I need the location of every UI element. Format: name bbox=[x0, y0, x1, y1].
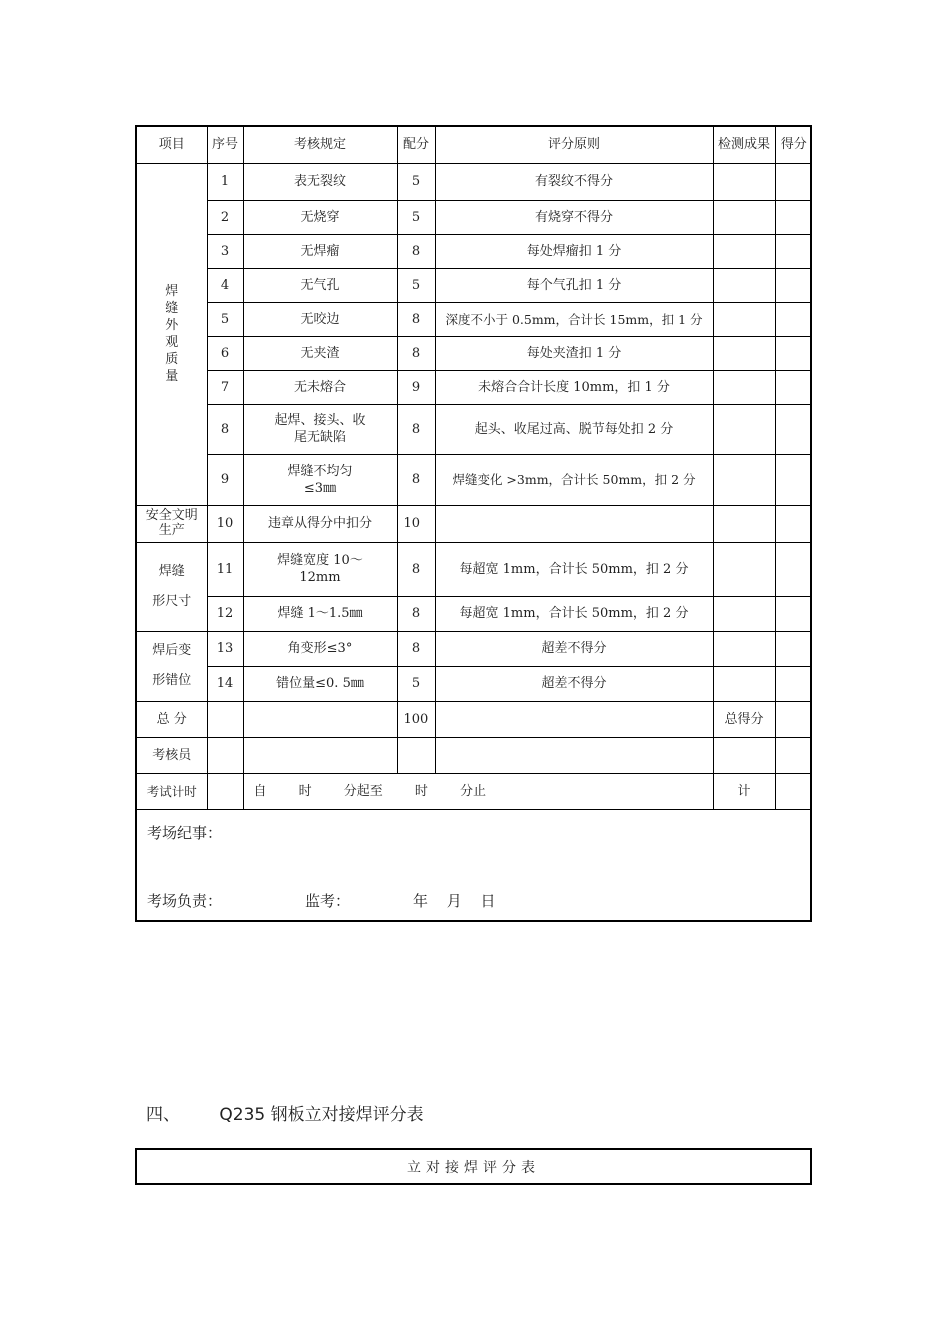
header-row bbox=[137, 127, 812, 163]
group-deformation-label: 焊后变 bbox=[152, 643, 192, 658]
examiner-row bbox=[137, 737, 812, 773]
row-rule: 无夹渣 bbox=[243, 336, 397, 370]
row-score: 8 bbox=[397, 542, 435, 596]
table-row bbox=[137, 370, 812, 404]
row-principle: 超差不得分 bbox=[435, 666, 713, 701]
group-deformation bbox=[137, 631, 207, 701]
row-score: 9 bbox=[397, 370, 435, 404]
examiner-cell[interactable] bbox=[397, 737, 435, 773]
row-result-cell[interactable] bbox=[713, 542, 775, 596]
row-score: 8 bbox=[397, 631, 435, 666]
table-row bbox=[137, 404, 812, 454]
row-no: 4 bbox=[207, 268, 243, 302]
row-points-cell[interactable] bbox=[775, 302, 812, 336]
row-rule-line: 焊缝不均匀 bbox=[287, 463, 353, 479]
row-rule: 无焊瘤 bbox=[243, 234, 397, 268]
row-result-cell[interactable] bbox=[713, 370, 775, 404]
row-principle: 有裂纹不得分 bbox=[435, 163, 713, 200]
row-principle: 未熔合合计长度 10mm，扣 1 分 bbox=[435, 370, 713, 404]
row-result-cell[interactable] bbox=[713, 200, 775, 234]
row-rule: 违章从得分中扣分 bbox=[243, 505, 397, 542]
row-no: 10 bbox=[207, 505, 243, 542]
timing-text: 自 时 分起至 时 分止 bbox=[243, 773, 713, 809]
row-rule: 无咬边 bbox=[243, 302, 397, 336]
row-result-cell[interactable] bbox=[713, 454, 775, 505]
table-row bbox=[137, 631, 812, 666]
total-points-cell[interactable] bbox=[775, 701, 812, 737]
row-points-cell[interactable] bbox=[775, 596, 812, 631]
monitor-label: 监考： bbox=[305, 891, 351, 910]
header-rule: 考核规定 bbox=[243, 127, 397, 163]
vertical-weld-table-title bbox=[135, 1148, 812, 1185]
row-no: 7 bbox=[207, 370, 243, 404]
row-rule-line: 起焊、接头、收 bbox=[274, 413, 366, 428]
row-result-cell[interactable] bbox=[713, 163, 775, 200]
group-dimension-label: 形尺寸 bbox=[152, 593, 192, 609]
row-score: 8 bbox=[397, 404, 435, 454]
row-no: 13 bbox=[207, 631, 243, 666]
group-safety-label: 安全文明生产 bbox=[145, 508, 198, 538]
section-heading: Q235 钢板立对接焊评分表 bbox=[219, 1105, 424, 1125]
table-row bbox=[137, 542, 812, 596]
table-row bbox=[137, 454, 812, 505]
row-result-cell[interactable] bbox=[713, 505, 775, 542]
row-score: 5 bbox=[397, 666, 435, 701]
row-score: 5 bbox=[397, 268, 435, 302]
responsible-label: 考场负责： bbox=[147, 891, 223, 910]
row-rule: 角变形≤3° bbox=[243, 631, 397, 666]
row-rule: 焊缝 1～1.5㎜ bbox=[243, 596, 397, 631]
group-safety bbox=[137, 505, 207, 542]
row-rule: 无气孔 bbox=[243, 268, 397, 302]
row-principle: 每超宽 1mm，合计长 50mm，扣 2 分 bbox=[435, 542, 713, 596]
row-score: 8 bbox=[397, 336, 435, 370]
timing-label: 考试计时 bbox=[137, 773, 207, 809]
row-principle: 每处焊瘤扣 1 分 bbox=[435, 234, 713, 268]
timing-no-cell bbox=[207, 773, 243, 809]
row-points-cell[interactable] bbox=[775, 631, 812, 666]
row-points-cell[interactable] bbox=[775, 542, 812, 596]
row-rule: 无烧穿 bbox=[243, 200, 397, 234]
row-no: 2 bbox=[207, 200, 243, 234]
row-no: 9 bbox=[207, 454, 243, 505]
row-rule-line: ≤3㎜ bbox=[303, 480, 337, 496]
row-score: 10 bbox=[397, 505, 435, 542]
timing-points-cell[interactable] bbox=[775, 773, 812, 809]
header-no: 序号 bbox=[207, 127, 243, 163]
row-points-cell[interactable] bbox=[775, 404, 812, 454]
row-result-cell[interactable] bbox=[713, 268, 775, 302]
table-row bbox=[137, 336, 812, 370]
header-score: 配分 bbox=[397, 127, 435, 163]
section-number: 四、 bbox=[146, 1105, 180, 1125]
row-principle: 超差不得分 bbox=[435, 631, 713, 666]
row-principle: 每处夹渣扣 1 分 bbox=[435, 336, 713, 370]
total-points-label: 总得分 bbox=[713, 701, 775, 737]
group-appearance bbox=[137, 163, 207, 505]
examiner-cell[interactable] bbox=[775, 737, 812, 773]
row-result-cell[interactable] bbox=[713, 404, 775, 454]
examiner-cell[interactable] bbox=[435, 737, 713, 773]
header-points: 得分 bbox=[775, 127, 812, 163]
vertical-weld-table-title-text: 立对接焊评分表 bbox=[407, 1159, 540, 1176]
row-rule-line: 12mm bbox=[299, 570, 341, 585]
row-score: 8 bbox=[397, 596, 435, 631]
row-rule: 表无裂纹 bbox=[243, 163, 397, 200]
header-item: 项目 bbox=[137, 127, 207, 163]
scoring-sheet bbox=[135, 125, 812, 922]
row-score: 8 bbox=[397, 302, 435, 336]
examiner-cell[interactable] bbox=[713, 737, 775, 773]
table-row bbox=[137, 234, 812, 268]
row-score: 8 bbox=[397, 454, 435, 505]
row-result-cell[interactable] bbox=[713, 336, 775, 370]
table-row bbox=[137, 505, 812, 542]
total-no-cell bbox=[207, 701, 243, 737]
row-rule: 无未熔合 bbox=[243, 370, 397, 404]
table-row bbox=[137, 302, 812, 336]
row-score: 5 bbox=[397, 163, 435, 200]
row-principle: 有烧穿不得分 bbox=[435, 200, 713, 234]
row-rule: 错位量≤0. 5㎜ bbox=[243, 666, 397, 701]
row-score: 8 bbox=[397, 234, 435, 268]
row-rule bbox=[243, 542, 397, 596]
header-result: 检测成果 bbox=[713, 127, 775, 163]
row-result-cell[interactable] bbox=[713, 596, 775, 631]
row-no: 8 bbox=[207, 404, 243, 454]
row-points-cell[interactable] bbox=[775, 268, 812, 302]
table-row bbox=[137, 666, 812, 701]
row-no: 1 bbox=[207, 163, 243, 200]
exam-record-label: 考场纪事： bbox=[147, 823, 223, 842]
group-deformation-label: 形错位 bbox=[152, 673, 192, 688]
row-result-cell[interactable] bbox=[713, 631, 775, 666]
total-label: 总 分 bbox=[137, 701, 207, 737]
row-no: 11 bbox=[207, 542, 243, 596]
timing-row bbox=[137, 773, 812, 809]
date-label: 年 月 日 bbox=[413, 891, 496, 910]
row-rule-line: 尾无缺陷 bbox=[293, 430, 346, 445]
row-points-cell[interactable] bbox=[775, 336, 812, 370]
group-dimension bbox=[137, 542, 207, 631]
row-principle: 每超宽 1mm，合计长 50mm，扣 2 分 bbox=[435, 596, 713, 631]
total-principle-cell bbox=[435, 701, 713, 737]
row-points-cell[interactable] bbox=[775, 163, 812, 200]
row-no: 12 bbox=[207, 596, 243, 631]
total-score: 100 bbox=[397, 701, 435, 737]
row-rule bbox=[243, 454, 397, 505]
row-no: 14 bbox=[207, 666, 243, 701]
row-rule bbox=[243, 404, 397, 454]
table-row bbox=[137, 596, 812, 631]
row-rule-line: 焊缝宽度 10～ bbox=[277, 553, 363, 568]
exam-notes bbox=[137, 810, 810, 927]
row-points-cell[interactable] bbox=[775, 370, 812, 404]
row-points-cell[interactable] bbox=[775, 505, 812, 542]
row-points-cell[interactable] bbox=[775, 666, 812, 701]
row-points-cell[interactable] bbox=[775, 234, 812, 268]
row-points-cell[interactable] bbox=[775, 454, 812, 505]
table-row bbox=[137, 200, 812, 234]
row-result-cell[interactable] bbox=[713, 666, 775, 701]
row-no: 6 bbox=[207, 336, 243, 370]
row-no: 3 bbox=[207, 234, 243, 268]
examiner-cell[interactable] bbox=[207, 737, 243, 773]
group-appearance-label: 焊缝外观质量 bbox=[165, 284, 179, 384]
timing-end: 计 bbox=[713, 773, 775, 809]
row-result-cell[interactable] bbox=[713, 302, 775, 336]
total-row bbox=[137, 701, 812, 737]
row-principle bbox=[435, 505, 713, 542]
scoring-table bbox=[137, 127, 812, 810]
row-principle: 深度不小于 0.5mm，合计长 15mm，扣 1 分 bbox=[435, 302, 713, 336]
row-principle: 每个气孔扣 1 分 bbox=[435, 268, 713, 302]
examiner-label: 考核员 bbox=[137, 737, 207, 773]
table-row bbox=[137, 268, 812, 302]
row-no: 5 bbox=[207, 302, 243, 336]
row-principle: 起头、收尾过高、脱节每处扣 2 分 bbox=[435, 404, 713, 454]
examiner-cell[interactable] bbox=[243, 737, 397, 773]
row-result-cell[interactable] bbox=[713, 234, 775, 268]
row-score: 5 bbox=[397, 200, 435, 234]
row-points-cell[interactable] bbox=[775, 200, 812, 234]
section-title bbox=[146, 1100, 424, 1125]
header-principle: 评分原则 bbox=[435, 127, 713, 163]
total-rule-cell bbox=[243, 701, 397, 737]
table-row bbox=[137, 163, 812, 200]
group-dimension-label: 焊缝 bbox=[158, 563, 185, 579]
row-principle: 焊缝变化 >3mm，合计长 50mm，扣 2 分 bbox=[435, 454, 713, 505]
